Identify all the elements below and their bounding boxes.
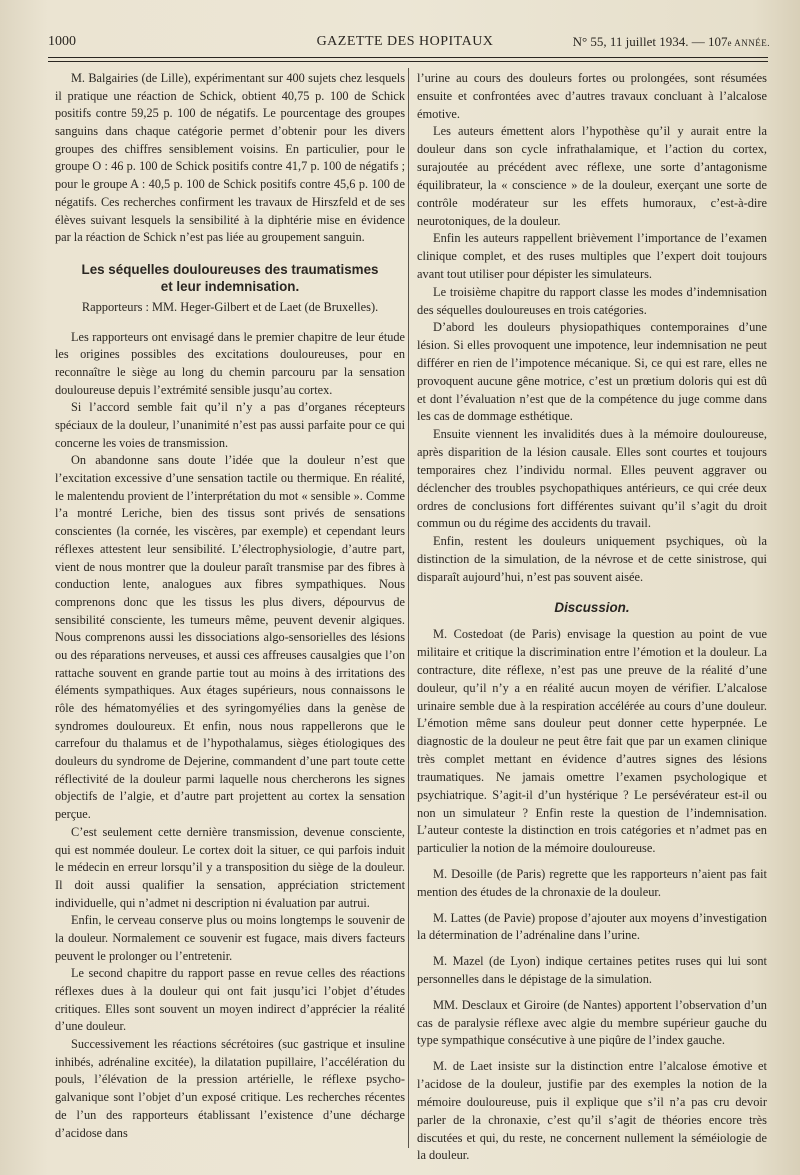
issue-info [573,34,770,50]
spacer [417,945,767,953]
paragraph: Si l’accord semble fait qu’il n’y a pas d’organes récepteurs spéciaux de la douleur, l’unanimité n’est pas aussi parfaite pour ce qui concerne les voies de transmission. [55,400,405,450]
spacer [417,858,767,866]
paragraph: On abandonne sans doute l’idée que la douleur n’est que l’excitation excessive d’une sensation tactile ou thermique. En réalité, le malentendu provient de l’interprétation du mot « sensible ». Comme l’a montré Leriche, bien des tissus sont privés de sensations conscientes (la cornée, les viscères, par exemple) et cependant leurs réflexes attestent leur sensibilité. L’électrophysiologie, d’autre part, vient de nous montrer que la douleur paraît transmise par des fibres à conduction lente, analogues aux fibres sympathiques. Nous comprenons donc que les tissus les plus divers, dépourvus de sensibilité consciente, les tumeurs même, peuvent devenir algiques. Nous comprenons aussi les dissociations algo-sensorielles des lésions ou des réparations nerveuses, et aussi ces affreuses causalgies que l’on rattache souvent en grande partie tout au moins à des irritations des éléments sympathiques. Aux étages supérieurs, nous connaissons le rôle des hématomyélies et des syringomyélies dans la genèse de syndromes douloureux. Et enfin, nous nous rappellerons que le carrefour du thalamus et de l’hypothalamus, sièges étiologiques des douleurs du syndrome de Dejerine, commandent d’une part toute cette réflectivité de la douleur parmi laquelle nous chercherons les signes objectifs de l’algie, et d’autre part projettent au cortex la sensation perçue. [55,453,405,822]
spacer [417,1050,767,1058]
discussion-paragraph: M. Lattes (de Pavie) propose d’ajouter aux moyens d’investigation la détermination de l’adrénaline dans l’urine. [417,910,767,943]
issue-main: N° 55, 11 juillet 1934. — 107 [572,34,728,49]
paragraph: l’urine au cours des douleurs fortes ou prolongées, sont résumées ensuite et confrontées avec d’autres travaux concluant à l’alcalose émotive. [417,71,767,121]
rapporteurs-line: Rapporteurs : MM. Heger-Gilbert et de Laet (de Bruxelles). [81,299,379,314]
paragraph: Enfin, restent les douleurs uniquement psychiques, où la distinction de la simulation, de la névrose et de cette sinistrose, qui disparaît aujourd’hui, n’est pas souvent aisée. [417,534,767,584]
paragraph: Enfin, le cerveau conserve plus ou moins longtemps le souvenir de la douleur. Normalement ce souvenir est fugace, mais divers facteurs peuvent le prolonger ou l’entretenir. [55,913,405,963]
discussion-paragraph: M. Mazel (de Lyon) indique certaines petites ruses qui lui sont personnelles dans le dépistage de la simulation. [417,954,767,986]
spacer [417,989,767,997]
paragraph: C’est seulement cette dernière transmission, devenue consciente, qui est nommée douleur. Le cortex doit la situer, ce qui parfois induit le médecin en erreur lorsqu’il y a transposition du siège de la douleur. Il doit aussi qualifier la sensation, appréciation strictement individuelle, qui n’admet ni description ni évaluation par autrui. [55,824,405,910]
issue-suffix: e ANNÉE. [727,38,770,48]
paragraph: Le troisième chapitre du rapport classe les modes d’indemnisation des séquelles douloureuses en trois catégories. [417,284,767,317]
journal-title: GAZETTE DES HOPITAUX [316,34,494,49]
discussion-paragraph: M. Desoille (de Paris) regrette que les rapporteurs n’aient pas fait mention des études de la chronaxie de la douleur. [417,866,767,899]
paragraph: D’abord les douleurs physiopathiques contemporaines d’une lésion. Si elles provoquent une impotence, leur indemnisation ne peut différer en rien de l’impotence mécanique. Si, ce qui est rare, elles ne provoquent aucune gêne motrice, c’est un prœtium doloris qui est dû et dont l’évaluation n’est que de la compétence du juge comme dans les cas de dommage esthétique. [417,320,767,424]
right-column [417,70,767,1165]
paragraph: Les auteurs émettent alors l’hypothèse qu’il y aurait entre la douleur dans son cycle infrathalamique, et l’action du cortex, surajoutée au précédent avec réflexe, une sorte d’antagonisme équilibrateur, la « conscience » de la douleur, exerçant une sorte de contrôle modérateur sur les effets humoraux, c’est-à-dire neurotoniques, de la douleur. [417,124,767,228]
paragraph: M. Balgairies (de Lille), expérimentant sur 400 sujets chez lesquels il pratique une réaction de Schick, obtient 40,75 p. 100 de Schick positifs contre 59,25 p. 100 de négatifs. Le pourcentage des groupes sanguins dans chaque catégorie permet d’obtenir pour les divers groupes des chiffres sensiblement voisins. En particulier, pour le groupe O : 46 p. 100 de Schick positifs contre 41,7 p. 100 de négatifs ; pour le groupe A : 40,5 p. 100 de Schick positifs contre 45,6 p. 100 de négatifs. Ces recherches confirment les travaux de Hirszfeld et de ses élèves suivant lesquels la sensibilité à la diphtérie mise en évidence par la réaction de Schick n’est pas liée au groupement sanguin. [55,71,405,245]
discussion-paragraph: M. de Laet insiste sur la distinction entre l’alcalose émotive et l’acidose de la douleur, justifie par des exemples la notion de la mémoire douloureuse, puis il explique que s’il n’a pas cru devoir parler de la chronaxie, c’est qu’il s’agit de théories encore très discutées et qui, du reste, ne concernent nullement la séméiologie de la douleur. [417,1059,767,1163]
paragraph: Enfin les auteurs rappellent brièvement l’importance de l’examen clinique complet, et des ruses multiples que l’expert doit toujours avant tout utiliser pour dépister les simulateurs. [417,231,767,281]
paragraph: Les rapporteurs ont envisagé dans le premier chapitre de leur étude les origines possibles des excitations douloureuses, pour en reconnaître le siège au long du chemin parcouru par la sensation douloureuse depuis l’extrémité sensible jusqu’au cortex. [55,329,405,397]
column-divider [408,68,409,1148]
header-rule [48,57,768,58]
discussion-paragraph: MM. Desclaux et Giroire (de Nantes) apportent l’observation d’un cas de paralysie réflexe avec algie du membre supérieur gauche du type sympathique consécutive à une piqûre de l’index gauche. [417,997,767,1048]
discussion-paragraph: M. Costedoat (de Paris) envisage la question au point de vue militaire et critique la discrimination entre l’émotion et la douleur. La contracture, dite réflexe, n’est pas une preuve de la réalité d’une douleur, qu’il n’y a en réalité aucun moyen de vérifier. L’alcalose urinaire semble due à la respiration accélérée au cours d’une douleur. L’émotion même sans douleur peut donner cette hyperpnée. Le diagnostic de la douleur ne peut être fait que par un examen clinique très complet mettant en évidence d’autres signes des lésions traumatiques. Ne jamais omettre l’examen psychologique et psychiatrique. S’agit-il d’un hystérique ? Le persévérateur est-il ou non un simulateur ? Enfin reste la question de l’indemnisation. L’auteur conteste la distinction en trois catégories et n’admet pas en particulier la notion de la mémoire douloureuse. [417,627,767,856]
spacer [417,902,767,910]
page-header [40,30,770,54]
page-number: 1000 [48,34,76,49]
discussion-heading: Discussion. [554,599,630,615]
left-column [55,70,405,1142]
paragraph: Successivement les réactions sécrétoires (suc gastrique et insuline inhibés, adrénaline excitée), la dilatation pupillaire, l’accélération du pouls, l’élévation de la pression artérielle, le réflexe psycho-galvanique sont l’objet d’un exposé critique. Les recherches récentes de l’un des rapporteurs établissant l’existence d’une décharge d’acidose dans [55,1037,405,1140]
section-title-line-1: Les séquelles douloureuses des traumatismes [81,261,379,277]
section-title [55,261,405,295]
paragraph: Ensuite viennent les invalidités dues à la mémoire douloureuse, après disparition de la lésion causale. Elles sont courtes et toujours temporaires chez l’individu normal. Elles peuvent aggraver ou déclencher des troubles psychopathiques antérieurs, ce qui crée deux ordres de conclusions fort différentes suivant qu’il s’agit du droit commun ou du régime des accidents du travail. [417,427,767,531]
paragraph: Le second chapitre du rapport passe en revue celles des réactions réflexes dues à la douleur qui ont fait jusqu’ici l’objet d’études critiques. Elles sont souvent un moyen indirect d’apprécier la réalité d’une douleur. [55,966,405,1034]
section-title-line-2: et leur indemnisation. [160,278,300,294]
header-rule-thin [48,61,768,62]
